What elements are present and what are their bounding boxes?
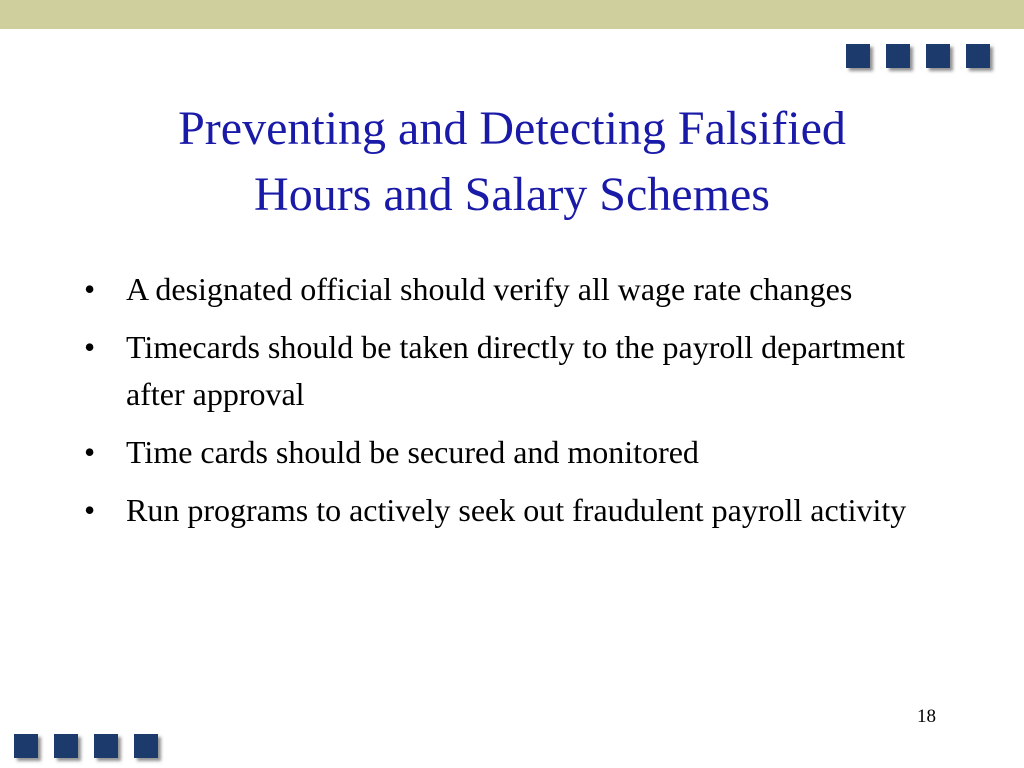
decorative-square bbox=[54, 734, 78, 758]
decorative-square bbox=[134, 734, 158, 758]
bottom-decorative-squares bbox=[14, 734, 158, 758]
slide-title-line-2: Hours and Salary Schemes bbox=[254, 168, 770, 221]
bullet-dot-icon: • bbox=[84, 434, 96, 470]
bullet-list bbox=[84, 266, 944, 545]
bullet-text: Time cards should be secured and monitored bbox=[126, 434, 699, 470]
slide-title bbox=[40, 96, 984, 228]
bullet-item bbox=[84, 487, 944, 534]
bullet-item bbox=[84, 266, 944, 313]
top-decorative-squares bbox=[846, 44, 990, 68]
slide-title-line-1: Preventing and Detecting Falsified bbox=[178, 102, 846, 155]
decorative-square bbox=[966, 44, 990, 68]
bullet-dot-icon: • bbox=[84, 271, 96, 307]
decorative-square bbox=[846, 44, 870, 68]
bullet-item bbox=[84, 324, 944, 418]
bullet-item bbox=[84, 429, 944, 476]
bullet-dot-icon: • bbox=[84, 492, 96, 528]
top-accent-band bbox=[0, 0, 1024, 29]
bullet-text: A designated official should verify all wage rate changes bbox=[126, 271, 853, 307]
bullet-dot-icon: • bbox=[84, 329, 96, 365]
decorative-square bbox=[926, 44, 950, 68]
page-number: 18 bbox=[917, 706, 936, 727]
decorative-square bbox=[94, 734, 118, 758]
decorative-square bbox=[886, 44, 910, 68]
decorative-square bbox=[14, 734, 38, 758]
bullet-text: Timecards should be taken directly to the payroll department after approval bbox=[126, 329, 906, 412]
bullet-text: Run programs to actively seek out fraudulent payroll activity bbox=[126, 492, 907, 528]
